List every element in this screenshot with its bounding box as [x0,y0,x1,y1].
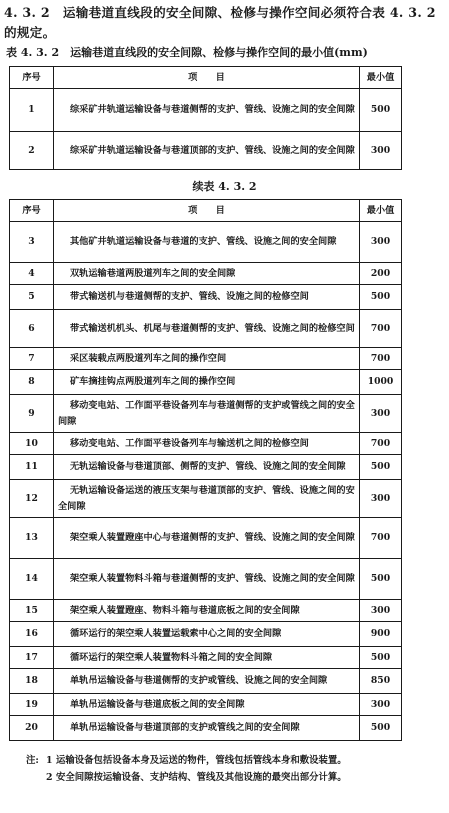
table-row [10,622,402,647]
row-value: 900 [360,622,402,647]
row-item: 无轨运输设备与巷道顶部、侧帮的支护、管线、设施之间的安全间隙 [54,455,360,480]
row-number: 9 [10,395,54,433]
row-value: 850 [360,669,402,694]
row-number: 19 [10,694,54,716]
row-number: 14 [10,559,54,600]
table-row [10,433,402,455]
row-value: 500 [360,455,402,480]
table-row [10,455,402,480]
table-row [10,370,402,395]
row-number: 13 [10,518,54,559]
row-value: 300 [360,132,402,170]
note-line [26,769,441,786]
note-text: 安全间隙按运输设备、支护结构、管线及其他设施的最突出部分计算。 [56,772,347,783]
row-value: 500 [360,559,402,600]
row-number: 17 [10,647,54,669]
row-value: 500 [360,89,402,132]
table-row [10,669,402,694]
row-item: 双轨运输巷道两股道列车之间的安全间隙 [54,263,360,285]
row-item: 带式输送机与巷道侧帮的支护、管线、设施之间的检修空间 [54,285,360,310]
continued-table-caption: 续表 4. 3. 2 [192,180,257,193]
row-number: 7 [10,348,54,370]
note-number: 1 [46,755,53,766]
row-number: 6 [10,310,54,348]
note-label: 注: [26,755,39,766]
row-value: 700 [360,433,402,455]
row-value: 700 [360,310,402,348]
clause-4-3-2: 4. 3. 2 运输巷道直线段的安全间隙、检修与操作空间必须符合表 4. 3. 2 的规定。 [4,5,436,40]
table-notes [26,752,441,786]
table-header-row [10,67,402,89]
row-number: 20 [10,716,54,741]
row-item: 架空乘人装置物料斗箱与巷道侧帮的支护、管线、设施之间的安全间隙 [54,559,360,600]
row-item: 架空乘人装置蹬座中心与巷道侧帮的支护、管线、设施之间的安全间隙 [54,518,360,559]
row-item: 综采矿井轨道运输设备与巷道侧帮的支护、管线、设施之间的安全间隙 [54,89,360,132]
header-item: 项 目 [54,200,360,222]
table-row [10,600,402,622]
table-row [10,480,402,518]
note-number: 2 [46,772,53,783]
table-row [10,518,402,559]
row-value: 700 [360,348,402,370]
row-number: 2 [10,132,54,170]
row-value: 300 [360,222,402,263]
header-no: 序号 [10,67,54,89]
table1-body [10,89,402,170]
row-item: 循环运行的架空乘人装置物料斗箱之间的安全间隙 [54,647,360,669]
row-number: 4 [10,263,54,285]
table-row [10,647,402,669]
row-item: 循环运行的架空乘人装置运载索中心之间的安全间隙 [54,622,360,647]
row-value: 700 [360,518,402,559]
row-item: 移动变电站、工作面平巷设备列车与输送机之间的检修空间 [54,433,360,455]
row-number: 1 [10,89,54,132]
row-number: 11 [10,455,54,480]
row-item: 移动变电站、工作面平巷设备列车与巷道侧帮的支护或管线之间的安全间隙 [54,395,360,433]
row-item: 单轨吊运输设备与巷道顶部的支护或管线之间的安全间隙 [54,716,360,741]
row-number: 16 [10,622,54,647]
row-number: 12 [10,480,54,518]
row-item: 其他矿井轨道运输设备与巷道的支护、管线、设施之间的安全间隙 [54,222,360,263]
row-value: 200 [360,263,402,285]
row-number: 18 [10,669,54,694]
table-row [10,310,402,348]
row-item: 综采矿井轨道运输设备与巷道顶部的支护、管线、设施之间的安全间隙 [54,132,360,170]
row-item: 采区装载点两股道列车之间的操作空间 [54,348,360,370]
row-item: 无轨运输设备运送的液压支架与巷道顶部的支护、管线、设施之间的安全间隙 [54,480,360,518]
table-header-row [10,200,402,222]
table-row [10,132,402,170]
row-item: 单轨吊运输设备与巷道底板之间的安全间隙 [54,694,360,716]
row-number: 8 [10,370,54,395]
row-number: 3 [10,222,54,263]
table-row [10,559,402,600]
table-row [10,348,402,370]
header-value: 最小值 [360,200,402,222]
note-line [26,752,441,769]
table-caption: 表 4. 3. 2 运输巷道直线段的安全间隙、检修与操作空间的最小值(mm) [6,46,368,59]
row-value: 1000 [360,370,402,395]
table-row [10,222,402,263]
spacing-table-part2 [9,199,402,741]
header-item: 项 目 [54,67,360,89]
row-item: 单轨吊运输设备与巷道侧帮的支护或管线、设施之间的安全间隙 [54,669,360,694]
row-value: 500 [360,716,402,741]
table-row [10,263,402,285]
header-no: 序号 [10,200,54,222]
row-value: 500 [360,285,402,310]
row-number: 15 [10,600,54,622]
row-number: 10 [10,433,54,455]
row-value: 500 [360,647,402,669]
row-value: 300 [360,480,402,518]
table-row [10,285,402,310]
table-row [10,89,402,132]
row-item: 带式输送机机头、机尾与巷道侧帮的支护、管线、设施之间的检修空间 [54,310,360,348]
header-value: 最小值 [360,67,402,89]
note-text: 运输设备包括设备本身及运送的物件，管线包括管线本身和敷设装置。 [56,755,347,766]
spacing-table-part1 [9,66,402,170]
row-value: 300 [360,600,402,622]
table-row [10,716,402,741]
table-row [10,694,402,716]
row-value: 300 [360,694,402,716]
row-value: 300 [360,395,402,433]
table-row [10,395,402,433]
table2-body [10,222,402,741]
row-item: 架空乘人装置蹬座、物料斗箱与巷道底板之间的安全间隙 [54,600,360,622]
row-number: 5 [10,285,54,310]
row-item: 矿车摘挂钩点两股道列车之间的操作空间 [54,370,360,395]
